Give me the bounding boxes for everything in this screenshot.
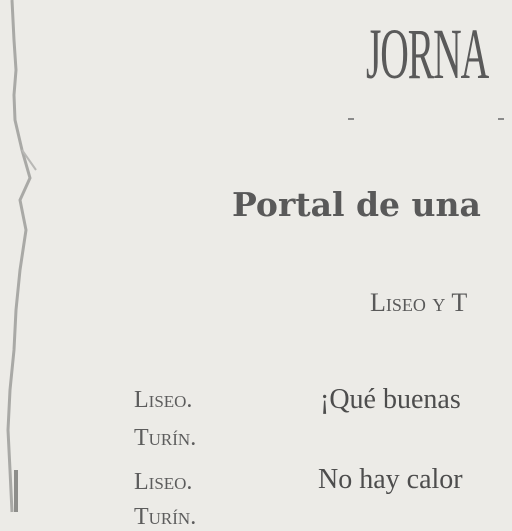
speaker-name: Liseo. [134,387,193,413]
speaker-name: Turín. [134,425,197,451]
rule-mark-right [498,118,504,120]
speaker-name: Liseo. [134,469,193,495]
scene-heading: Portal de una [232,185,481,224]
dialogue-line: ¡Qué buenas [320,384,461,415]
dialogue-line: No hay calor [318,464,463,495]
speaker-name: Turín. [134,504,197,530]
torn-edge-decoration [0,0,40,512]
header-title: JORNA [366,14,489,94]
stage-direction: Liseo y T [370,288,468,317]
rule-mark-left [348,118,354,120]
